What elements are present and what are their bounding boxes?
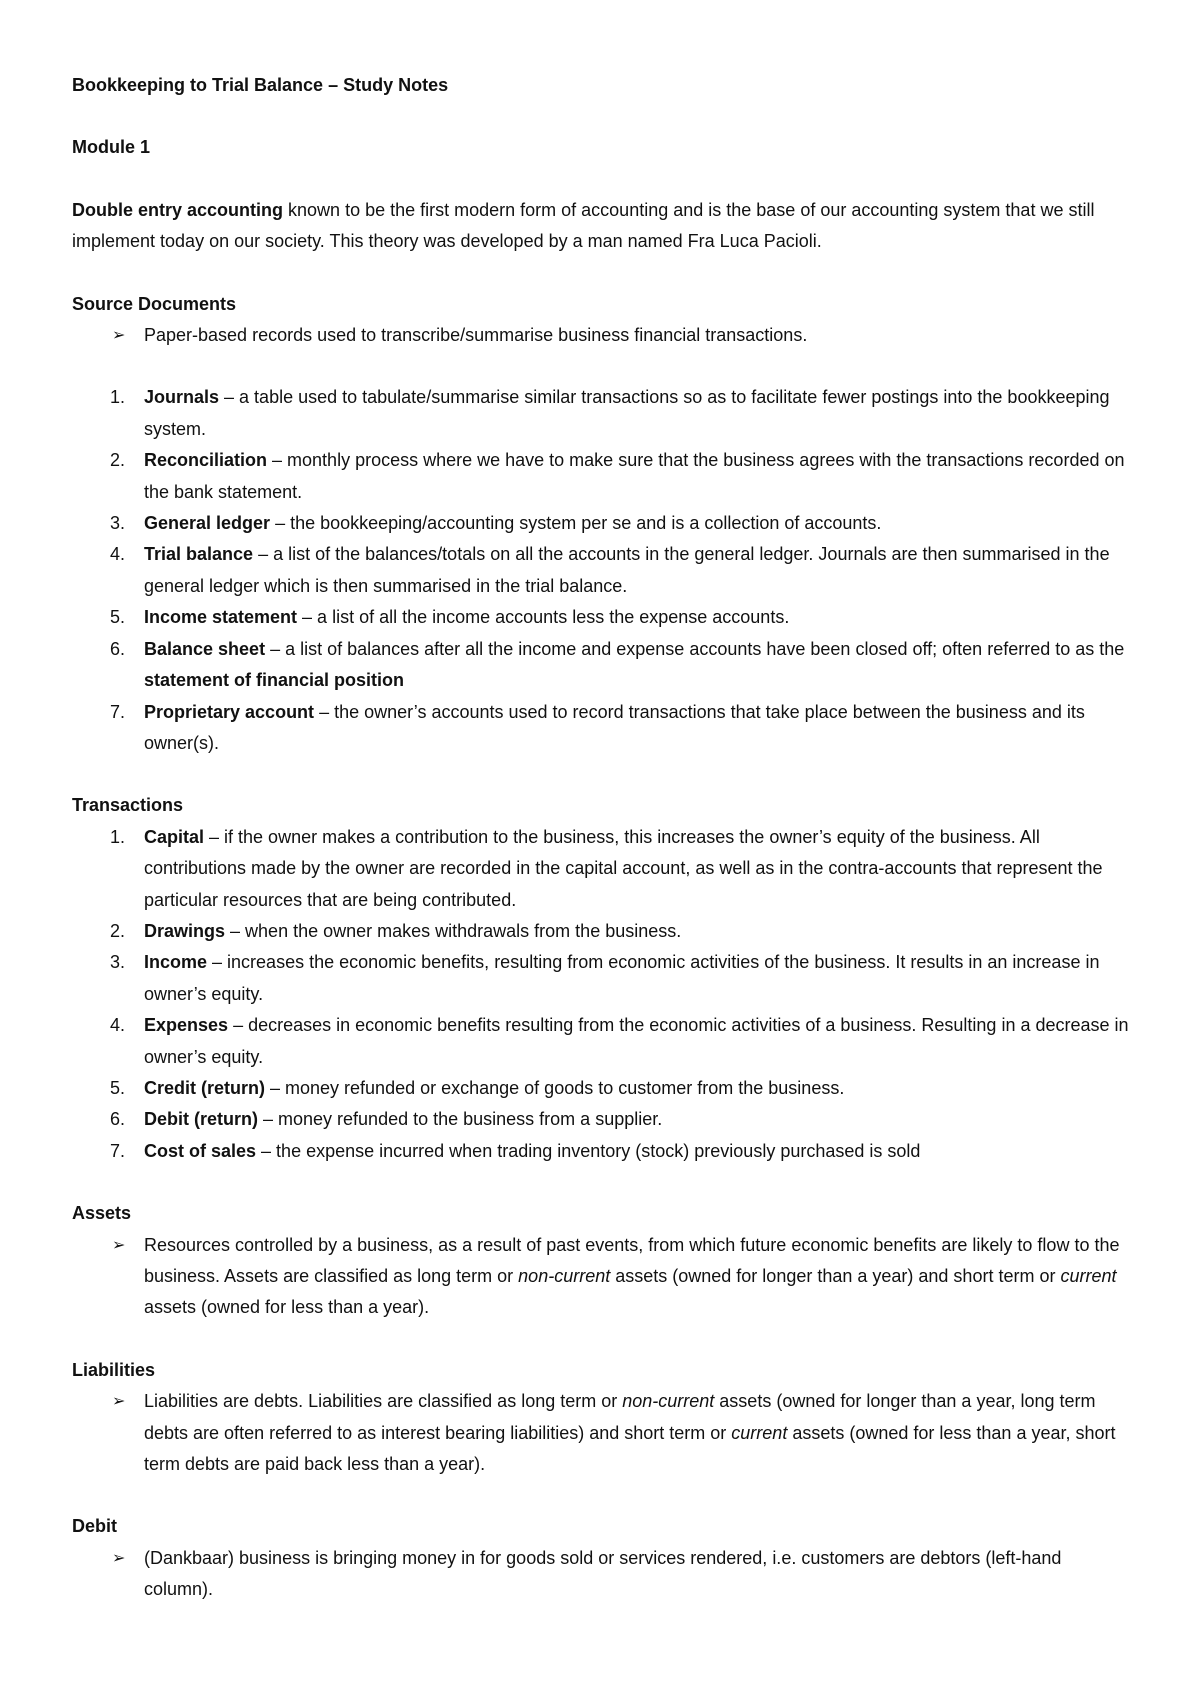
item-term: Drawings <box>144 920 226 941</box>
item-number: 7. <box>110 1140 126 1161</box>
list-item <box>110 445 1130 508</box>
bullet-text-part: Resources controlled by a business, as a result of past events, from which future economic benefits are likely to flow to the business. Assets are classified as long term or <box>144 1234 1120 1286</box>
debit-heading: Debit <box>72 1516 117 1537</box>
assets-bullets <box>72 1230 1130 1324</box>
intro-text: known to be the first modern form of accounting and is the base of our accounting system that we still implement today on our society. This theory was developed by a man named Fra Luca Pacioli. <box>72 199 1095 252</box>
item-term: Reconciliation <box>144 450 268 471</box>
document-title: Bookkeeping to Trial Balance – Study Notes <box>72 75 449 95</box>
item-term: Income statement <box>144 607 298 628</box>
bullet-text-part: assets (owned for less than a year, short term debts are paid back less than a year). <box>144 1422 1116 1475</box>
item-term: Income <box>144 952 208 973</box>
list-item <box>110 634 1130 697</box>
item-number: 3. <box>110 952 126 973</box>
list-item <box>110 1136 1130 1167</box>
item-text: – money refunded to the business from a supplier. <box>258 1109 663 1130</box>
item-term: Balance sheet <box>144 638 266 659</box>
list-item <box>110 1010 1130 1073</box>
list-item <box>110 602 1130 633</box>
list-item <box>112 1386 1130 1480</box>
liabilities-heading: Liabilities <box>72 1359 156 1380</box>
item-number: 2. <box>110 920 126 941</box>
assets-section <box>72 1198 1130 1324</box>
bullet-text-italic: current <box>731 1422 788 1443</box>
transactions-list <box>72 822 1130 1167</box>
debit-section <box>72 1511 1130 1605</box>
bullet-text-part: assets (owned for less than a year). <box>144 1297 430 1318</box>
arrow-bullet-icon: ➢ <box>112 1549 126 1567</box>
item-term-secondary: statement of financial position <box>144 670 405 691</box>
item-term: General ledger <box>144 513 271 534</box>
item-text: – a list of balances after all the income and expense accounts have been closed off; often referred to as the <box>265 638 1125 659</box>
list-item <box>110 822 1130 916</box>
source-documents-bullets <box>72 320 1130 351</box>
transactions-section <box>72 790 1130 1167</box>
bullet-text-part: assets (owned for longer than a year) and short term or <box>610 1266 1061 1286</box>
item-term: Trial balance <box>144 544 254 565</box>
item-text: – monthly process where we have to make sure that the business agrees with the transactions recorded on the bank statement. <box>144 450 1125 502</box>
item-text: – increases the economic benefits, resulting from economic activities of the business. It results in an increase in owner’s equity. <box>144 952 1100 1004</box>
source-documents-heading: Source Documents <box>72 293 237 314</box>
list-item <box>110 508 1130 539</box>
intro-paragraph <box>72 195 1130 258</box>
bullet-text-italic: non-current <box>622 1391 715 1412</box>
item-number: 2. <box>110 450 126 471</box>
item-term: Credit (return) <box>144 1077 265 1098</box>
item-number: 6. <box>110 638 126 659</box>
item-number: 5. <box>110 607 126 628</box>
list-item <box>110 916 1130 947</box>
item-term: Journals <box>144 387 220 408</box>
bullet-text: Paper-based records used to transcribe/summarise business financial transactions. <box>144 325 808 346</box>
module-heading: Module 1 <box>72 137 151 158</box>
item-text: – the owner’s accounts used to record transactions that take place between the business and its owner(s). <box>144 701 1085 753</box>
bullet-text-part: assets (owned for longer than a year, long term debts are often referred to as interest bearing liabilities) and short term or <box>144 1391 1096 1443</box>
item-text: – decreases in economic benefits resulting from the economic activities of a business. Resulting in a decrease in owner’s equity. <box>144 1015 1129 1067</box>
item-number: 4. <box>110 1015 126 1036</box>
item-number: 1. <box>110 387 126 408</box>
arrow-bullet-icon: ➢ <box>112 1393 126 1411</box>
list-item <box>110 539 1130 602</box>
item-term: Proprietary account <box>144 701 315 722</box>
list-item <box>110 1104 1130 1135</box>
item-text: – a table used to tabulate/summarise similar transactions so as to facilitate fewer postings into the bookkeeping system. <box>144 387 1110 439</box>
item-term: Debit (return) <box>144 1109 258 1130</box>
liabilities-section <box>72 1355 1130 1481</box>
list-item <box>110 382 1130 445</box>
item-number: 7. <box>110 701 126 722</box>
spacer <box>72 351 1130 382</box>
arrow-bullet-icon: ➢ <box>112 1236 126 1254</box>
item-text: – a list of the balances/totals on all the accounts in the general ledger. Journals are then summarised in the general ledger which is then summarised in the trial balance. <box>144 544 1110 596</box>
item-text: – the bookkeeping/accounting system per se and is a collection of accounts. <box>270 513 882 534</box>
bullet-text-italic: current <box>1060 1266 1117 1286</box>
list-item <box>110 697 1130 760</box>
liabilities-bullets <box>72 1386 1130 1480</box>
arrow-bullet-icon: ➢ <box>112 327 126 345</box>
item-term: Capital <box>144 826 205 847</box>
item-number: 5. <box>110 1077 126 1098</box>
item-number: 6. <box>110 1109 126 1130</box>
assets-heading: Assets <box>72 1203 132 1224</box>
item-number: 1. <box>110 826 126 847</box>
item-number: 3. <box>110 513 126 534</box>
item-number: 4. <box>110 544 126 565</box>
transactions-heading: Transactions <box>72 795 184 816</box>
item-term: Expenses <box>144 1015 229 1036</box>
list-item <box>112 1543 1130 1606</box>
item-text: – when the owner makes withdrawals from the business. <box>225 920 682 941</box>
item-term: Cost of sales <box>144 1140 257 1161</box>
item-text: – if the owner makes a contribution to the business, this increases the owner’s equity of the business. All contributions made by the owner are recorded in the capital account, as well as in the contra-accounts that represent the particular resources that are being contributed. <box>144 826 1103 910</box>
source-documents-list <box>72 382 1130 759</box>
bullet-text: (Dankbaar) business is bringing money in for goods sold or services rendered, i.e. customers are debtors (left-hand column). <box>144 1547 1062 1600</box>
list-item <box>112 1230 1130 1324</box>
bullet-text-part: Liabilities are debts. Liabilities are classified as long term or <box>144 1391 623 1412</box>
item-text: – a list of all the income accounts less the expense accounts. <box>297 607 790 628</box>
item-text: – the expense incurred when trading inventory (stock) previously purchased is sold <box>256 1140 921 1161</box>
intro-term: Double entry accounting <box>72 199 284 220</box>
source-documents-section <box>72 289 1130 760</box>
bullet-text-italic: non-current <box>518 1266 611 1286</box>
debit-bullets <box>72 1543 1130 1606</box>
item-text: – money refunded or exchange of goods to customer from the business. <box>265 1077 845 1098</box>
list-item <box>112 320 1130 351</box>
list-item <box>110 1073 1130 1104</box>
list-item <box>110 947 1130 1010</box>
